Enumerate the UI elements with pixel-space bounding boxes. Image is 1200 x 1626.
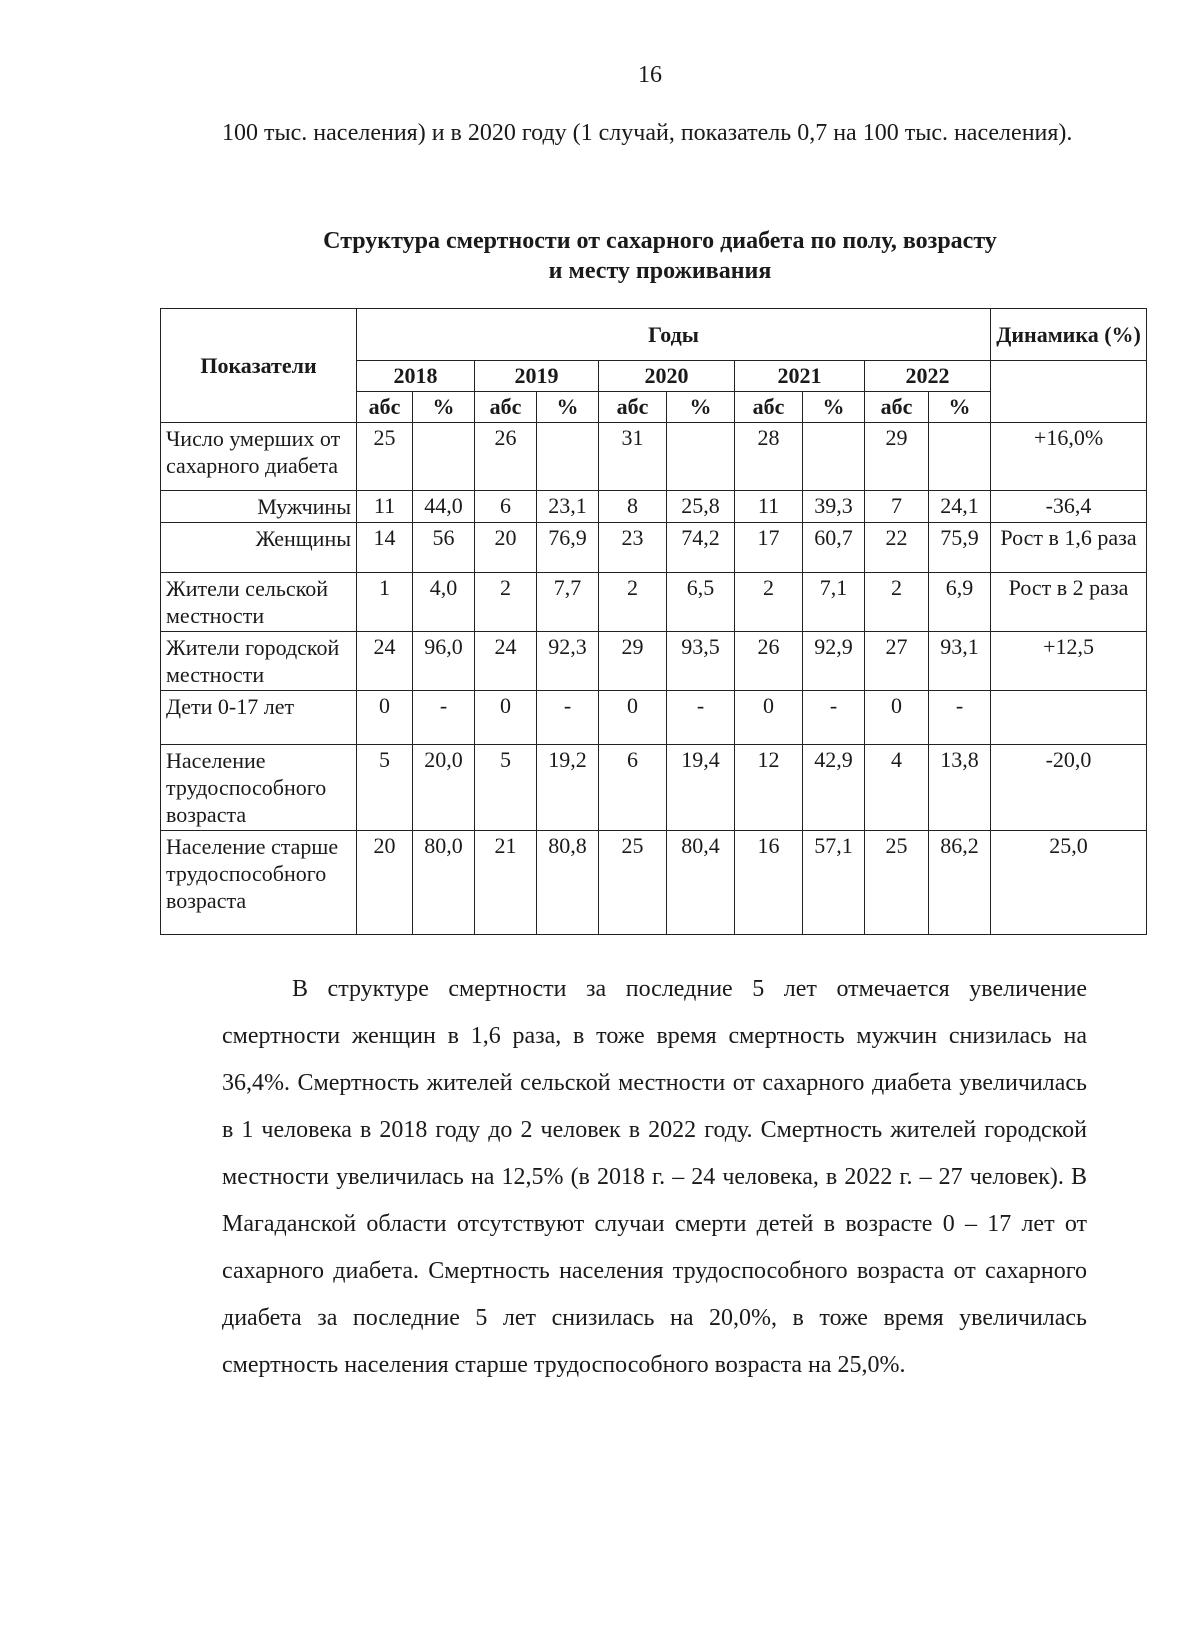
cell-dynamics [991,691,1147,745]
cell-pct: 80,8 [537,831,599,935]
subheader-pct: % [803,392,865,423]
cell-pct: 56 [413,523,475,573]
subheader-abs: абс [357,392,413,423]
conclusion-paragraph: В структуре смертности за последние 5 лет отмечается увеличение смертности женщин в 1,6 раза, в тоже время смертность мужчин снизилась на 36,4%. Смертность жителей сельской местности от сахарного диабета увеличилась в 1 человека в 2018 году до 2 человек в 2022 году. Смертность жителей городской местности увеличилась на 12,5% (в 2018 г. – 24 человека, в 2022 г. – 27 человек). В Магаданской области отсутствуют случаи смерти детей в возрасте 0 – 17 лет от сахарного диабета. Смертность населения трудоспособного возраста от сахарного диабета за последние 5 лет снизилась на 20,0%, в тоже время увеличилась смертность населения старше трудоспособного возраста на 25,0%. [222,976,1087,1378]
cell-dynamics: Рост в 2 раза [991,573,1147,632]
intro-paragraph: 100 тыс. населения) и в 2020 году (1 случай, показатель 0,7 на 100 тыс. населения). [222,120,1073,146]
cell-pct: 13,8 [929,745,991,831]
row-label: Жители городской местности [161,632,357,691]
row-label: Население трудоспособного возраста [161,745,357,831]
year-header: 2018 [357,361,475,392]
cell-pct: 80,0 [413,831,475,935]
cell-abs: 27 [865,632,929,691]
year-header: 2021 [735,361,865,392]
cell-dynamics: -36,4 [991,491,1147,523]
cell-abs: 2 [599,573,667,632]
cell-abs: 0 [357,691,413,745]
subheader-pct: % [537,392,599,423]
cell-pct: 19,4 [667,745,735,831]
cell-abs: 1 [357,573,413,632]
subheader-pct: % [667,392,735,423]
cell-abs: 2 [475,573,537,632]
cell-abs: 26 [735,632,803,691]
table-row [161,831,1147,935]
cell-pct: 44,0 [413,491,475,523]
subheader-pct: % [413,392,475,423]
cell-abs: 6 [475,491,537,523]
cell-abs: 24 [475,632,537,691]
cell-pct: - [929,691,991,745]
cell-dynamics: Рост в 1,6 раза [991,523,1147,573]
cell-abs: 20 [357,831,413,935]
cell-abs: 0 [865,691,929,745]
cell-pct: 74,2 [667,523,735,573]
cell-abs: 20 [475,523,537,573]
page-number: 16 [638,62,662,88]
cell-pct: 25,8 [667,491,735,523]
cell-abs: 2 [735,573,803,632]
cell-pct: 39,3 [803,491,865,523]
year-header: 2020 [599,361,735,392]
cell-pct [413,423,475,491]
cell-abs: 17 [735,523,803,573]
row-label: Дети 0-17 лет [161,691,357,745]
cell-abs: 0 [475,691,537,745]
table-row [161,632,1147,691]
cell-pct: 24,1 [929,491,991,523]
cell-pct: 57,1 [803,831,865,935]
table-title-line-1: Структура смертности от сахарного диабета по полу, возрасту [323,228,997,254]
cell-pct: 20,0 [413,745,475,831]
header-dynamics: Динамика (%) [991,309,1147,361]
cell-pct: 7,1 [803,573,865,632]
cell-pct: 86,2 [929,831,991,935]
cell-abs: 12 [735,745,803,831]
subheader-abs: абс [865,392,929,423]
table-body [161,423,1147,935]
header-indicators: Показатели [161,309,357,423]
cell-abs: 21 [475,831,537,935]
cell-abs: 25 [865,831,929,935]
cell-pct: 92,3 [537,632,599,691]
row-label: Население старше трудоспособного возраста [161,831,357,935]
cell-abs: 6 [599,745,667,831]
row-label: Число умерших от сахарного диабета [161,423,357,491]
cell-pct: 6,5 [667,573,735,632]
year-header: 2022 [865,361,991,392]
table-row [161,423,1147,491]
cell-pct: 6,9 [929,573,991,632]
cell-abs: 25 [357,423,413,491]
cell-abs: 2 [865,573,929,632]
cell-abs: 23 [599,523,667,573]
subheader-abs: абс [599,392,667,423]
cell-dynamics: +12,5 [991,632,1147,691]
cell-abs: 0 [735,691,803,745]
table-row [161,491,1147,523]
cell-abs: 4 [865,745,929,831]
subheader-pct: % [929,392,991,423]
subheader-abs: абс [735,392,803,423]
cell-abs: 26 [475,423,537,491]
cell-abs: 29 [865,423,929,491]
table-row [161,523,1147,573]
table-row [161,573,1147,632]
cell-abs: 5 [475,745,537,831]
table-row [161,745,1147,831]
cell-pct: 92,9 [803,632,865,691]
table-row [161,691,1147,745]
cell-abs: 11 [735,491,803,523]
row-label: Женщины [161,523,357,573]
cell-pct: 93,5 [667,632,735,691]
dynamics-header-blank [991,361,1147,423]
cell-pct [929,423,991,491]
cell-abs: 8 [599,491,667,523]
cell-pct: 80,4 [667,831,735,935]
cell-pct: 76,9 [537,523,599,573]
cell-abs: 28 [735,423,803,491]
cell-pct [803,423,865,491]
header-years: Годы [357,309,991,361]
subheader-abs: абс [475,392,537,423]
mortality-structure-table [160,308,1147,935]
cell-abs: 22 [865,523,929,573]
cell-pct [667,423,735,491]
cell-pct: - [803,691,865,745]
cell-pct: 23,1 [537,491,599,523]
cell-pct: - [413,691,475,745]
cell-abs: 16 [735,831,803,935]
cell-abs: 25 [599,831,667,935]
cell-abs: 11 [357,491,413,523]
year-header: 2019 [475,361,599,392]
cell-pct: - [537,691,599,745]
cell-pct: 96,0 [413,632,475,691]
row-label: Жители сельской местности [161,573,357,632]
cell-abs: 0 [599,691,667,745]
cell-pct: 7,7 [537,573,599,632]
cell-abs: 29 [599,632,667,691]
cell-dynamics: +16,0% [991,423,1147,491]
row-label: Мужчины [161,491,357,523]
cell-pct: 19,2 [537,745,599,831]
cell-dynamics: -20,0 [991,745,1147,831]
cell-abs: 7 [865,491,929,523]
cell-pct: 93,1 [929,632,991,691]
cell-abs: 31 [599,423,667,491]
table-title-line-2: и месту проживания [548,258,772,284]
cell-pct: 4,0 [413,573,475,632]
cell-pct: 75,9 [929,523,991,573]
cell-abs: 24 [357,632,413,691]
cell-pct [537,423,599,491]
cell-dynamics: 25,0 [991,831,1147,935]
cell-pct: 42,9 [803,745,865,831]
cell-abs: 14 [357,523,413,573]
cell-pct: 60,7 [803,523,865,573]
cell-abs: 5 [357,745,413,831]
cell-pct: - [667,691,735,745]
table-title [160,226,1160,286]
